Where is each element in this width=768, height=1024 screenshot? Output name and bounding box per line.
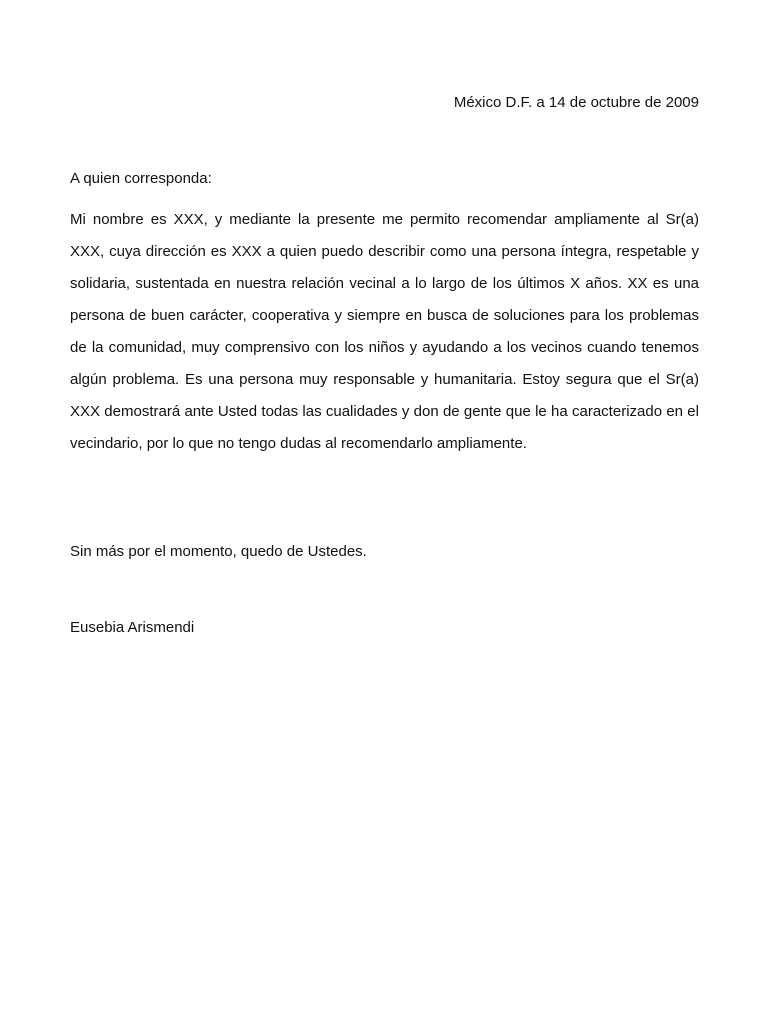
body-paragraph: Mi nombre es XXX, y mediante la presente me permito recomendar ampliamente al Sr(a) XXX, cuya dirección es XXX a quien puedo describir como una persona íntegra, respetable y solidaria, sustentada en nuestra relación vecinal a lo largo de los últimos X años. XX es una persona de buen carácter, cooperativa y siempre en busca de soluciones para los problemas de la comunidad, muy comprensivo con los niños y ayudando a los vecinos cuando tenemos algún problema. Es una persona muy responsable y humanitaria. Estoy segura que el Sr(a) XXX demostrará ante Usted todas las cualidades y don de gente que le ha caracterizado en el vecindario, por lo que no tengo dudas al recomendarlo ampliamente. xyxy=(70,211,699,452)
closing-line: Sin más por el momento, quedo de Ustedes. xyxy=(70,543,367,560)
signature-name: Eusebia Arismendi xyxy=(70,619,195,636)
date-line: México D.F. a 14 de octubre de 2009 xyxy=(453,94,699,111)
salutation: A quien corresponda: xyxy=(70,170,212,187)
